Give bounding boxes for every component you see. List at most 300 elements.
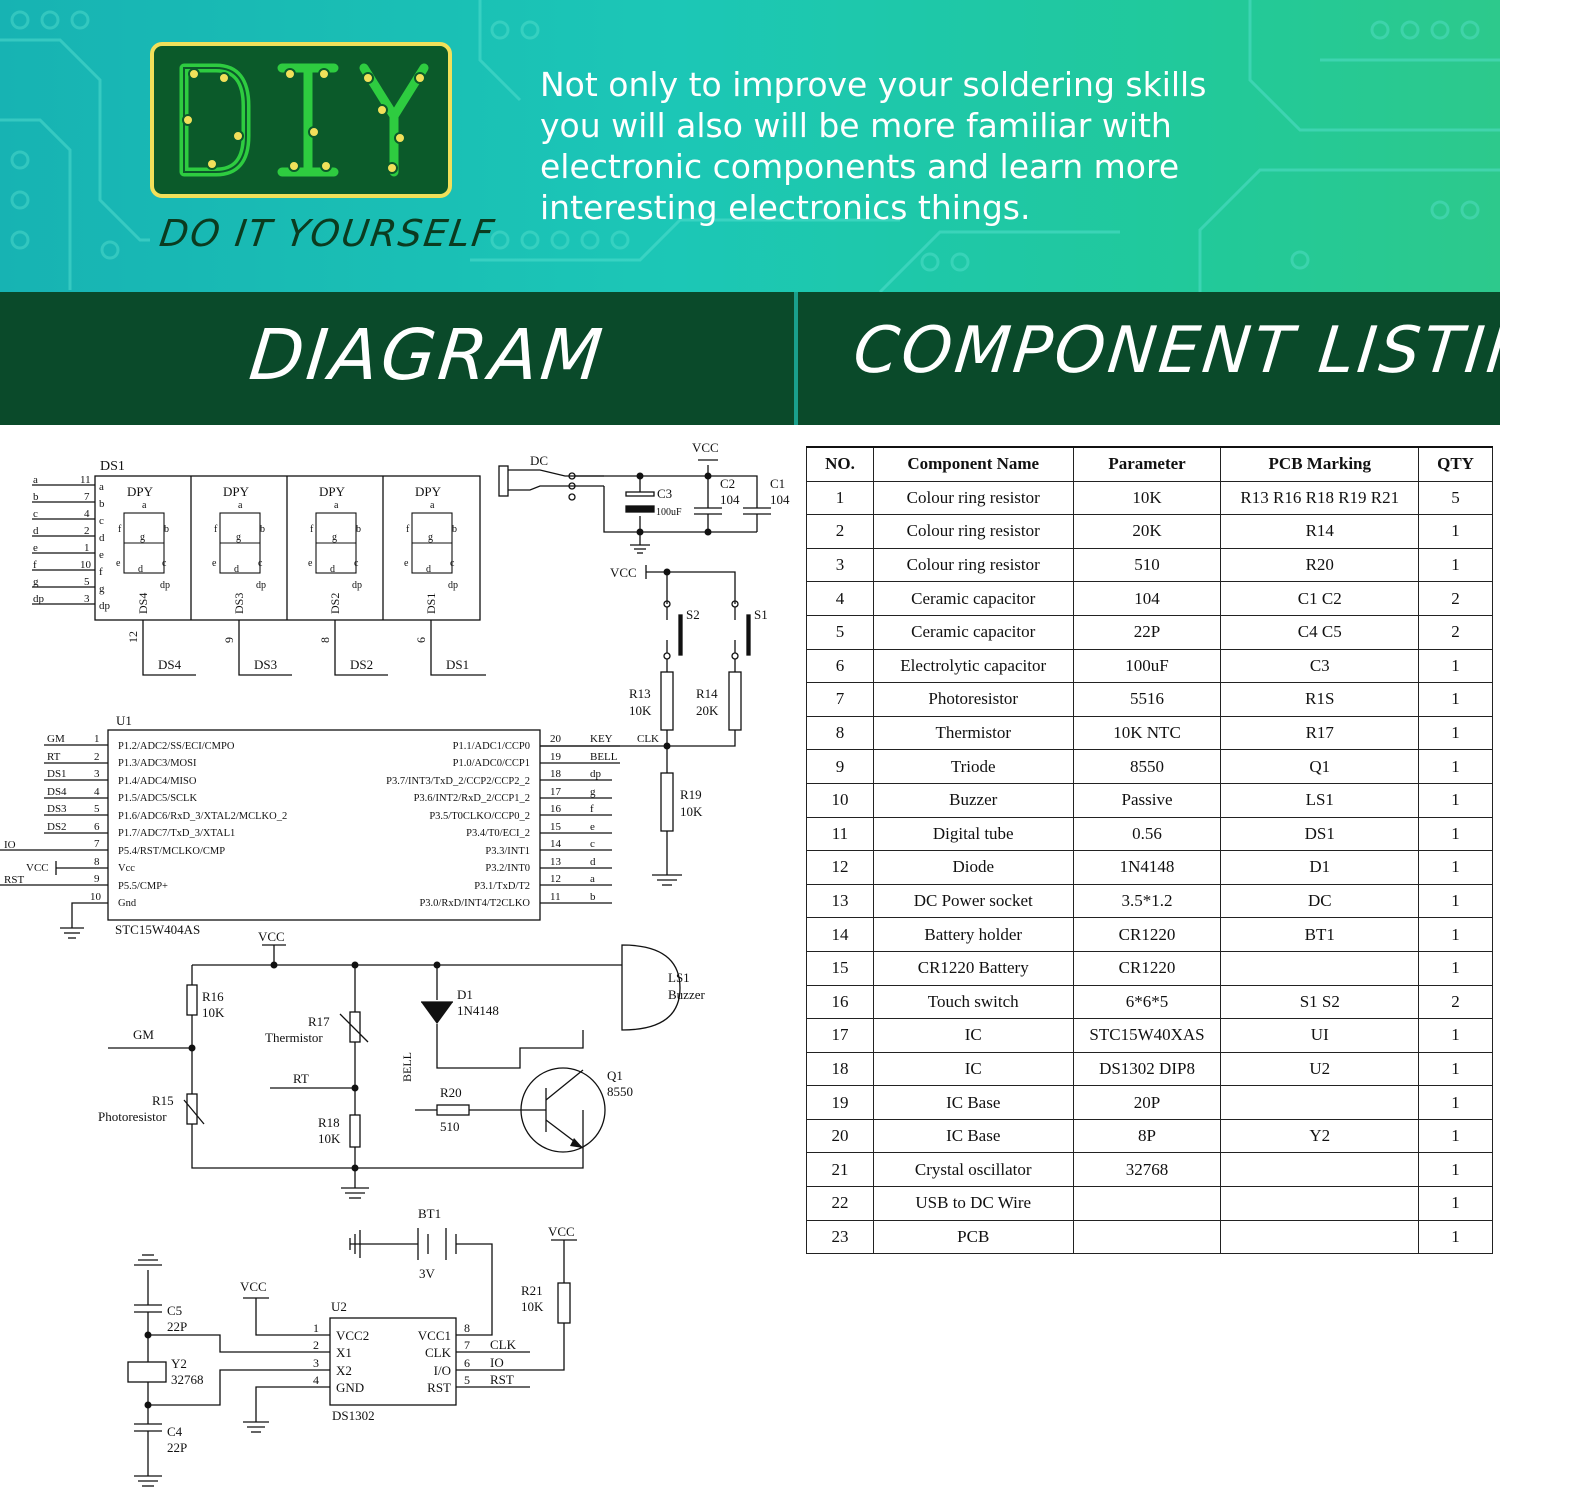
cell-component-name: Triode [873, 750, 1073, 784]
digit-ref: DS3 [232, 592, 246, 614]
cell-component-name: Diode [873, 851, 1073, 885]
cell-pcb-marking [1221, 1187, 1419, 1221]
digit-seg-a: a [238, 500, 243, 511]
cell-pcb-marking: R1S [1221, 683, 1419, 717]
u1-right-net: BELL [590, 751, 618, 763]
u2-left-pin-name: GND [336, 1380, 365, 1395]
table-row [807, 951, 1493, 985]
cell-pcb-marking: D1 [1221, 851, 1419, 885]
seg-pin-name: c [33, 508, 38, 520]
cell-pcb-marking [1221, 1086, 1419, 1120]
cell-component-name: IC Base [873, 1086, 1073, 1120]
r15-label: R15 [152, 1093, 174, 1108]
cell-component-name: Photoresistor [873, 683, 1073, 717]
cell-parameter [1073, 1220, 1221, 1254]
cell-component-name: Crystal oscillator [873, 1153, 1073, 1187]
table-row [807, 1187, 1493, 1221]
c4-value: 22P [167, 1440, 188, 1455]
cell-no: 3 [807, 548, 874, 582]
u1-right-num: 14 [550, 838, 561, 850]
digit-seg-g: g [332, 532, 337, 543]
rtc-net-clk: CLK [490, 1337, 516, 1352]
cell-no: 9 [807, 750, 874, 784]
u1-right-pin-name: P3.0/RxD/INT4/T2CLKO [419, 898, 530, 909]
cell-qty: 1 [1419, 1019, 1493, 1053]
digit-seg-d: d [426, 564, 431, 575]
cell-no: 11 [807, 817, 874, 851]
cell-parameter: 32768 [1073, 1153, 1221, 1187]
q1-value: 8550 [607, 1084, 633, 1099]
u1-right-pin-name: P3.5/T0CLKO/CCP0_2 [429, 811, 530, 822]
table-row [807, 918, 1493, 952]
cell-component-name: PCB [873, 1220, 1073, 1254]
digit-seg-a: a [142, 500, 147, 511]
table-row [807, 783, 1493, 817]
cell-no: 7 [807, 683, 874, 717]
tagline-line: interesting electronics things. [540, 188, 1031, 227]
digit-seg-c: c [162, 558, 167, 569]
cell-no: 21 [807, 1153, 874, 1187]
u2-left-pin-num: 4 [313, 1373, 319, 1387]
cell-pcb-marking: Y2 [1221, 1119, 1419, 1153]
u1-part: STC15W404AS [115, 922, 201, 937]
cell-no: 5 [807, 615, 874, 649]
bt1-label: BT1 [418, 1206, 442, 1221]
y2-value: 32768 [171, 1372, 204, 1387]
cell-no: 22 [807, 1187, 874, 1221]
u1-left-net: DS4 [47, 786, 67, 798]
digit-net: DS3 [254, 657, 278, 672]
cell-pcb-marking: DC [1221, 884, 1419, 918]
u1-left-pin-name: Gnd [118, 898, 137, 909]
cell-qty: 2 [1419, 615, 1493, 649]
digit-seg-f: f [310, 524, 314, 535]
cell-parameter: 510 [1073, 548, 1221, 582]
u1-left-pin-name: P1.4/ADC4/MISO [118, 776, 197, 787]
cell-parameter: DS1302 DIP8 [1073, 1052, 1221, 1086]
cell-component-name: CR1220 Battery [873, 951, 1073, 985]
seg-inner-label: a [99, 481, 104, 493]
u1-left-pin-name: P5.5/CMP+ [118, 881, 168, 892]
cell-parameter: 10K NTC [1073, 716, 1221, 750]
cell-parameter [1073, 1187, 1221, 1221]
table-row [807, 851, 1493, 885]
cell-no: 4 [807, 582, 874, 616]
u2-left-pin-name: VCC2 [336, 1328, 370, 1343]
cell-no: 1 [807, 481, 874, 515]
cell-parameter: 5516 [1073, 683, 1221, 717]
schematic-diagram [0, 425, 800, 1493]
cell-pcb-marking: R17 [1221, 716, 1419, 750]
cell-parameter: CR1220 [1073, 918, 1221, 952]
seg-inner-label: e [99, 549, 104, 561]
u1-left-net: IO [4, 839, 16, 851]
seg-pin-name: e [33, 542, 38, 554]
ls1-label: LS1 [668, 970, 690, 985]
u1-left-pin-name: P1.5/ADC5/SCLK [118, 793, 198, 804]
u1-left-num: 2 [94, 751, 100, 763]
table-row [807, 1153, 1493, 1187]
digit-seg-b: b [260, 524, 265, 535]
cell-no: 10 [807, 783, 874, 817]
cell-component-name: USB to DC Wire [873, 1187, 1073, 1221]
s2-label: S2 [686, 607, 700, 622]
digit-seg-e: e [116, 558, 121, 569]
s1-label: S1 [754, 607, 768, 622]
component-listing-header [798, 292, 1594, 425]
cell-qty: 1 [1419, 951, 1493, 985]
digit-pin: 12 [126, 631, 140, 643]
seg-pin-num: 7 [84, 491, 90, 503]
u1-left-num: 10 [90, 891, 101, 903]
seg-pin-name: g [33, 576, 39, 588]
digit-pin: 9 [222, 637, 236, 643]
cell-component-name: Colour ring resistor [873, 481, 1073, 515]
seg-inner-label: b [99, 498, 105, 510]
r20-label: R20 [440, 1085, 462, 1100]
u2-right-pin-name: RST [427, 1380, 451, 1395]
cell-no: 18 [807, 1052, 874, 1086]
tagline-line: you will also will be more familiar with [540, 106, 1172, 145]
cell-component-name: Colour ring resistor [873, 548, 1073, 582]
u1-right-num: 20 [550, 733, 561, 745]
cell-qty: 1 [1419, 1052, 1493, 1086]
u1-left-num: 3 [94, 768, 100, 780]
u1-right-pin-name: P3.2/INT0 [485, 863, 530, 874]
cell-qty: 1 [1419, 649, 1493, 683]
cell-pcb-marking: R20 [1221, 548, 1419, 582]
digit-title: DPY [415, 484, 442, 499]
cell-pcb-marking [1221, 951, 1419, 985]
u1-left-net: DS3 [47, 803, 67, 815]
cell-pcb-marking: Q1 [1221, 750, 1419, 784]
cell-pcb-marking: C4 C5 [1221, 615, 1419, 649]
u1-right-pin-name: P3.3/INT1 [485, 846, 530, 857]
cell-pcb-marking: DS1 [1221, 817, 1419, 851]
u2-left-pin-num: 2 [313, 1338, 319, 1352]
cell-pcb-marking [1221, 1153, 1419, 1187]
u1-right-net: f [590, 803, 594, 815]
digit-seg-d: d [138, 564, 143, 575]
digit-seg-g: g [140, 532, 145, 543]
table-row [807, 1220, 1493, 1254]
seg-pin-name: f [33, 559, 37, 571]
cell-parameter: 100uF [1073, 649, 1221, 683]
cell-parameter: 10K [1073, 481, 1221, 515]
u2-left-pin-name: X1 [336, 1345, 352, 1360]
r16-label: R16 [202, 989, 224, 1004]
digit-seg-g: g [236, 532, 241, 543]
seg-pin-num: 5 [84, 576, 90, 588]
u1-right-num: 18 [550, 768, 561, 780]
r16-value: 10K [202, 1005, 225, 1020]
seg-pin-num: 2 [84, 525, 90, 537]
table-row [807, 884, 1493, 918]
r21-value: 10K [521, 1299, 544, 1314]
table-row [807, 1019, 1493, 1053]
tagline-line: electronic components and learn more [540, 147, 1180, 186]
table-header-row [807, 447, 1493, 481]
seg-pin-name: b [33, 491, 39, 503]
table-row [807, 515, 1493, 549]
u1-right-num: 17 [550, 786, 561, 798]
cell-no: 8 [807, 716, 874, 750]
digit-seg-dp: dp [448, 580, 458, 591]
digit-seg-f: f [406, 524, 410, 535]
cell-no: 6 [807, 649, 874, 683]
digit-net: DS2 [350, 657, 374, 672]
digit-seg-a: a [334, 500, 339, 511]
table-row [807, 649, 1493, 683]
diy-logo-box [150, 42, 452, 198]
digit-seg-e: e [212, 558, 217, 569]
u2-part: DS1302 [332, 1408, 375, 1423]
cell-component-name: IC [873, 1052, 1073, 1086]
r19-label: R19 [680, 787, 702, 802]
table-row [807, 683, 1493, 717]
u2-right-pin-num: 8 [464, 1321, 470, 1335]
cell-component-name: Buzzer [873, 783, 1073, 817]
cell-parameter: 3.5*1.2 [1073, 884, 1221, 918]
cell-qty: 1 [1419, 851, 1493, 885]
digit-ref: DS1 [424, 592, 438, 614]
col-header-parameter: Parameter [1073, 447, 1221, 481]
u1-right-net: d [590, 856, 596, 868]
r18-label: R18 [318, 1115, 340, 1130]
table-row [807, 985, 1493, 1019]
vcc-r21-label: VCC [548, 1224, 575, 1239]
digit-seg-g: g [428, 532, 433, 543]
cell-component-name: Thermistor [873, 716, 1073, 750]
banner-tagline [540, 64, 1260, 228]
u1-left-num: 1 [94, 733, 100, 745]
u1-right-net: a [590, 873, 595, 885]
gm-net-label: GM [133, 1027, 154, 1042]
digit-seg-f: f [118, 524, 122, 535]
u2-left-pin-num: 1 [313, 1321, 319, 1335]
u1-left-num: 7 [94, 838, 100, 850]
cell-parameter: 22P [1073, 615, 1221, 649]
dc-jack-label: DC [530, 453, 549, 468]
u1-left-net: RST [4, 874, 25, 886]
digit-seg-e: e [308, 558, 313, 569]
u2-right-pin-num: 5 [464, 1373, 470, 1387]
cell-no: 20 [807, 1119, 874, 1153]
diagram-header [0, 292, 795, 425]
c2-label: C2 [720, 476, 736, 491]
r17-label: R17 [308, 1014, 330, 1029]
cell-parameter: 8550 [1073, 750, 1221, 784]
cell-qty: 1 [1419, 1187, 1493, 1221]
seg-pin-name: a [33, 474, 38, 486]
u1-left-pin-name: Vcc [118, 863, 135, 874]
u1-right-pin-name: P3.7/INT3/TxD_2/CCP2/CCP2_2 [386, 776, 530, 787]
u1-right-num: 15 [550, 821, 561, 833]
cell-qty: 1 [1419, 716, 1493, 750]
u1-right-net: KEY [590, 733, 613, 745]
u2-left-pin-num: 3 [313, 1356, 319, 1370]
u1-right-num: 19 [550, 751, 561, 763]
digit-seg-dp: dp [352, 580, 362, 591]
u2-right-pin-name: VCC1 [417, 1328, 451, 1343]
u1-right-pin-name: P3.1/TxD/T2 [474, 881, 530, 892]
u2-right-pin-num: 7 [464, 1338, 470, 1352]
cell-parameter: 20P [1073, 1086, 1221, 1120]
u1-left-num: 8 [94, 856, 100, 868]
digit-title: DPY [223, 484, 250, 499]
u1-right-num: 16 [550, 803, 561, 815]
tagline-line: Not only to improve your soldering skills [540, 65, 1207, 104]
seg-inner-label: g [99, 583, 105, 595]
cell-no: 23 [807, 1220, 874, 1254]
digit-seg-f: f [214, 524, 218, 535]
c1-value: 104 [770, 492, 790, 507]
u1-left-num: 4 [94, 786, 100, 798]
cell-pcb-marking: R13 R16 R18 R19 R21 [1221, 481, 1419, 515]
col-header-no: NO. [807, 447, 874, 481]
u1-right-net: c [590, 838, 595, 850]
u1-left-pin-name: P1.2/ADC2/SS/ECI/CMPO [118, 741, 235, 752]
u1-left-net: GM [47, 733, 65, 745]
cell-qty: 2 [1419, 985, 1493, 1019]
cell-qty: 1 [1419, 817, 1493, 851]
u1-left-net: RT [47, 751, 61, 763]
u1-left-num: 6 [94, 821, 100, 833]
cell-pcb-marking: S1 S2 [1221, 985, 1419, 1019]
cell-qty: 1 [1419, 1220, 1493, 1254]
seg-pin-num: 11 [80, 474, 91, 486]
u1-right-pin-name: P1.1/ADC1/CCP0 [452, 741, 530, 752]
u1-left-net: DS1 [47, 768, 67, 780]
table-row [807, 582, 1493, 616]
u2-ref: U2 [331, 1299, 347, 1314]
cell-qty: 1 [1419, 1153, 1493, 1187]
cell-pcb-marking: U2 [1221, 1052, 1419, 1086]
cell-component-name: IC [873, 1019, 1073, 1053]
seg-inner-label: f [99, 566, 103, 578]
col-header-pcb-marking: PCB Marking [1221, 447, 1419, 481]
digit-seg-b: b [164, 524, 169, 535]
cell-parameter: 8P [1073, 1119, 1221, 1153]
cell-qty: 1 [1419, 1119, 1493, 1153]
cell-qty: 1 [1419, 918, 1493, 952]
cell-parameter: Passive [1073, 783, 1221, 817]
bt1-value: 3V [419, 1266, 435, 1281]
u1-left-num: 9 [94, 873, 100, 885]
cell-pcb-marking: LS1 [1221, 783, 1419, 817]
rtc-net-io: IO [490, 1355, 504, 1370]
cell-pcb-marking: C1 C2 [1221, 582, 1419, 616]
cell-qty: 2 [1419, 582, 1493, 616]
u1-right-num: 12 [550, 873, 561, 885]
table-row [807, 1052, 1493, 1086]
clk-label: CLK [637, 733, 659, 745]
cell-component-name: Ceramic capacitor [873, 615, 1073, 649]
cell-parameter: 1N4148 [1073, 851, 1221, 885]
cell-no: 2 [807, 515, 874, 549]
vcc-rtc-label: VCC [240, 1279, 267, 1294]
u1-right-net: g [590, 786, 596, 798]
c2-value: 104 [720, 492, 740, 507]
digit-seg-b: b [356, 524, 361, 535]
table-row [807, 615, 1493, 649]
r19-value: 10K [680, 804, 703, 819]
ds1-label: DS1 [100, 459, 125, 474]
cell-qty: 5 [1419, 481, 1493, 515]
c3-label: C3 [657, 486, 673, 501]
cell-no: 15 [807, 951, 874, 985]
u1-right-net: b [590, 891, 596, 903]
cell-no: 17 [807, 1019, 874, 1053]
digit-ref: DS2 [328, 592, 342, 614]
cell-pcb-marking: R14 [1221, 515, 1419, 549]
cell-qty: 1 [1419, 783, 1493, 817]
digit-title: DPY [127, 484, 154, 499]
cell-qty: 1 [1419, 884, 1493, 918]
seg-pin-num: 10 [80, 559, 91, 571]
cell-no: 14 [807, 918, 874, 952]
ls1-name: Buzzer [668, 987, 705, 1002]
cell-pcb-marking [1221, 1220, 1419, 1254]
cell-qty: 1 [1419, 548, 1493, 582]
digit-ref: DS4 [136, 592, 150, 614]
diy-subtitle: DO IT YOURSELF [156, 212, 499, 255]
cell-parameter: 104 [1073, 582, 1221, 616]
seg-pin-num: 1 [84, 542, 90, 554]
u1-left-num: 5 [94, 803, 100, 815]
u1-ref: U1 [116, 713, 132, 728]
digit-net: DS4 [158, 657, 182, 672]
cell-no: 12 [807, 851, 874, 885]
cell-pcb-marking: UI [1221, 1019, 1419, 1053]
digit-seg-d: d [330, 564, 335, 575]
cell-qty: 1 [1419, 1086, 1493, 1120]
digit-net: DS1 [446, 657, 470, 672]
seg-pin-name: d [33, 525, 39, 537]
rtc-net-rst: RST [490, 1372, 514, 1387]
digit-seg-e: e [404, 558, 409, 569]
digit-seg-c: c [450, 558, 455, 569]
table-row [807, 1119, 1493, 1153]
digit-pin: 8 [318, 637, 332, 643]
r21-label: R21 [521, 1283, 543, 1298]
u2-right-pin-name: CLK [425, 1345, 451, 1360]
digit-seg-c: c [258, 558, 263, 569]
digit-title: DPY [319, 484, 346, 499]
digit-seg-c: c [354, 558, 359, 569]
seg-pin-num: 4 [84, 508, 90, 520]
u1-right-pin-name: P1.0/ADC0/CCP1 [452, 758, 530, 769]
cell-pcb-marking: BT1 [1221, 918, 1419, 952]
r14-label: R14 [696, 686, 718, 701]
cell-no: 13 [807, 884, 874, 918]
seg-inner-label: c [99, 515, 104, 527]
u2-right-pin-num: 6 [464, 1356, 470, 1370]
cell-component-name: Digital tube [873, 817, 1073, 851]
table-row [807, 481, 1493, 515]
u1-left-pin-name: P1.3/ADC3/MOSI [118, 758, 197, 769]
component-table [806, 446, 1493, 1254]
d1-value: 1N4148 [457, 1003, 499, 1018]
r13-label: R13 [629, 686, 651, 701]
digit-seg-dp: dp [160, 580, 170, 591]
c3-value: 100uF [656, 507, 682, 518]
cell-component-name: Ceramic capacitor [873, 582, 1073, 616]
digit-pin: 6 [414, 637, 428, 643]
digit-seg-b: b [452, 524, 457, 535]
u1-left-pin-name: P5.4/RST/MCLKO/CMP [118, 846, 226, 857]
cell-parameter: 20K [1073, 515, 1221, 549]
